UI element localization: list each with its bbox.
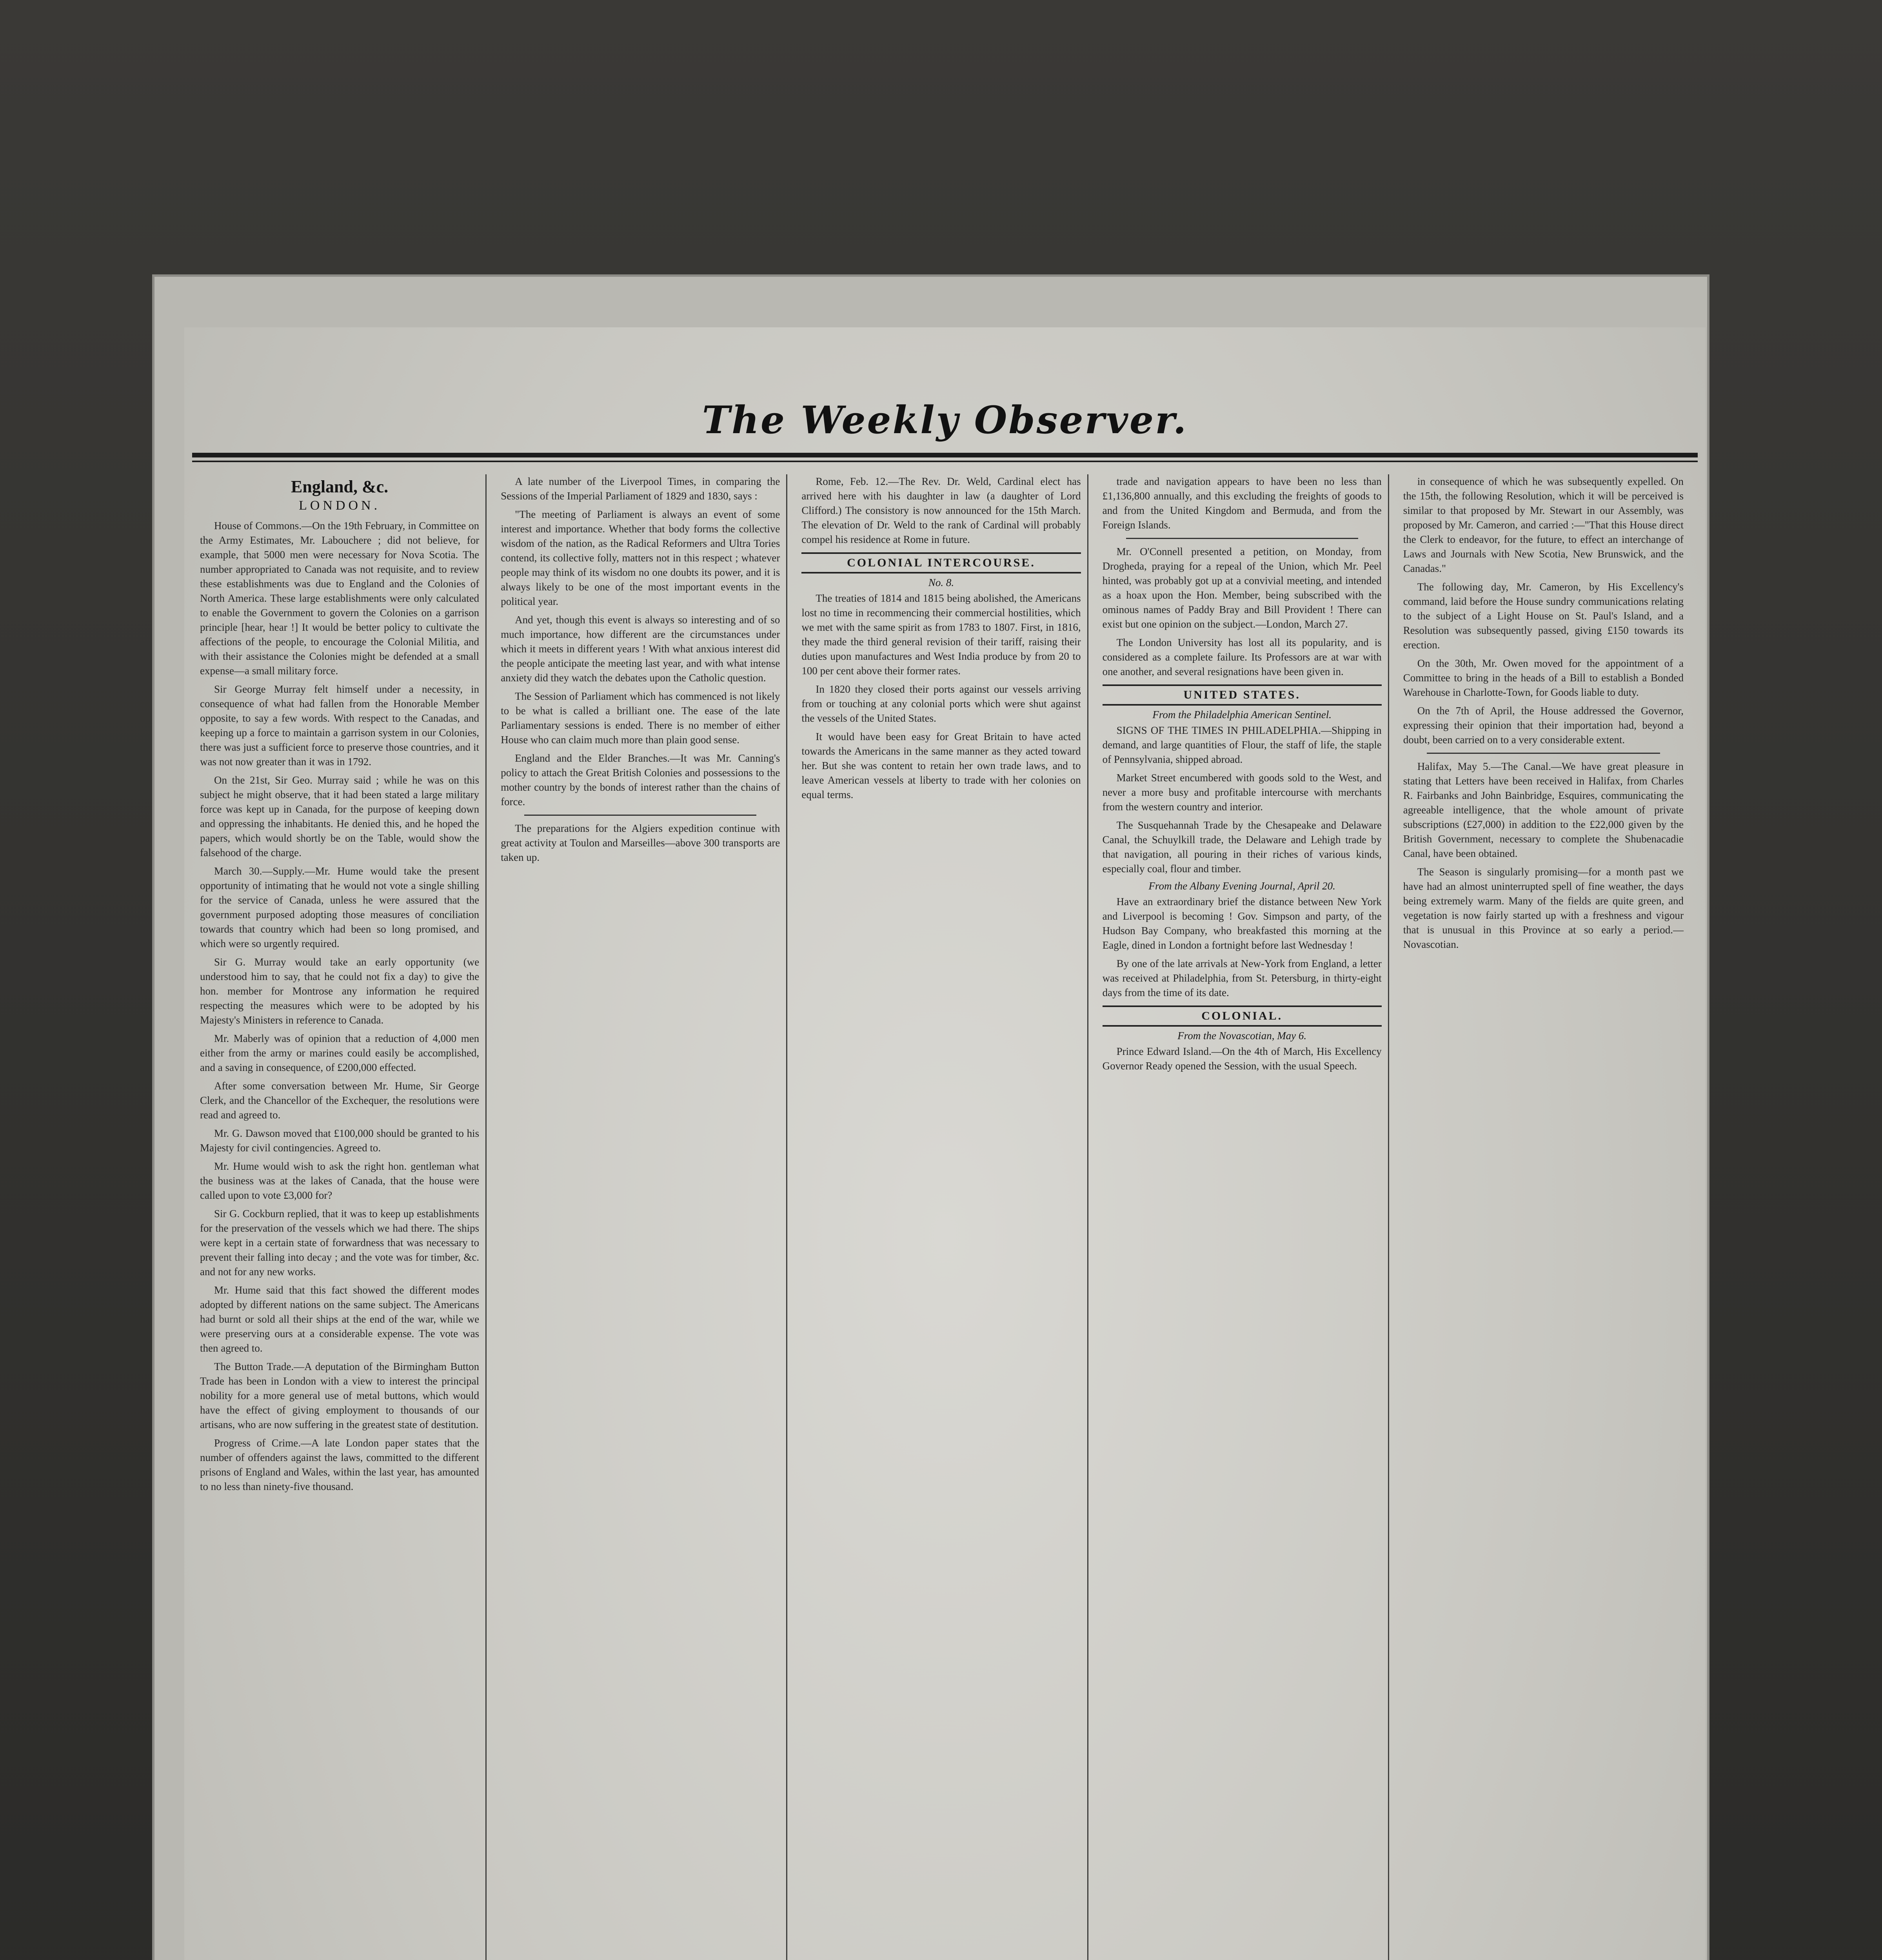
section-subheading-london: LONDON.: [299, 498, 381, 513]
article-paragraph: And yet, though this event is always so interesting and of so much importance, how different are the circumstances under which it meets in different years ! With what anxious interest did the people anticipate the meeting last year, and with what intense anxiety did they watch the debates upon the Catholic question.: [501, 614, 780, 684]
article-paragraph: Have an extraordinary brief the distance between New York and Liverpool is becoming ! Gov. Simpson and party, of the Hudson Bay Company, who breakfasted this morning at the Eagle, dined in London a fortnight before last Wednesday !: [1102, 896, 1382, 951]
article-paragraph: The Season is singularly promising—for a month past we have had an almost uninterrupted spell of fine weather, the days being extremely warm. Many of the fields are quite green, and vegetation is now fairly started up with a freshness and vigour that is unusual in this Province at so early a period.—Novascotian.: [1403, 866, 1684, 950]
article-paragraph: Mr. Hume said that this fact showed the different modes adopted by different nations on the same subject. The Americans had burnt or sold all their ships at the end of the war, while we were preserving ours at a considerable expense. The vote was then agreed to.: [200, 1284, 480, 1354]
column-1: [200, 474, 487, 1960]
section-heading-united-states: UNITED STATES.: [1103, 684, 1382, 706]
article-paragraph: Progress of Crime.—A late London paper states that the number of offenders against the laws, committed to the different prisons of England and Wales, within the last year, has amounted to no less than ninety-five thousand.: [200, 1437, 480, 1492]
article-paragraph: The treaties of 1814 and 1815 being abolished, the Americans lost no time in recommencing their commercial hostilities, which we met with the same spirit as from 1783 to 1807. First, in 1816, they made the third general revision of their tariff, raising their duties upon manufactures and West India produce by from 20 to 100 per cent above their former rates.: [801, 592, 1081, 677]
column-5: [1403, 474, 1690, 1960]
column-divider-rule: [1126, 538, 1358, 539]
source-line: From the Philadelphia American Sentinel.: [1152, 709, 1332, 720]
article-paragraph: trade and navigation appears to have been no less than £1,136,800 annually, and this excluding the freights of goods to and from the United Kingdom and Bermuda, and from the Foreign Islands.: [1102, 475, 1382, 531]
article-paragraph: Mr. G. Dawson moved that £100,000 should be granted to his Majesty for civil contingencies. Agreed to.: [200, 1127, 480, 1154]
column-4: [1103, 474, 1389, 1960]
column-divider-rule: [1427, 753, 1660, 754]
article-paragraph: Mr. Maberly was of opinion that a reduction of 4,000 men either from the army or marines could easily be accomplished, and a saving in consequence, of £200,000 effected.: [200, 1033, 480, 1073]
article-paragraph: Market Street encumbered with goods sold to the West, and never a more busy and profitable intercourse with merchants from the western country and interior.: [1102, 772, 1382, 813]
article-paragraph: In 1820 they closed their ports against our vessels arriving from or touching at any colonial ports which were shut against the vessels of the United States.: [801, 683, 1081, 724]
article-paragraph: The London University has lost all its popularity, and is considered as a complete failure. Its Professors are at war with one another, and several resignations have been given in.: [1102, 637, 1382, 677]
article-paragraph: March 30.—Supply.—Mr. Hume would take the present opportunity of intimating that he would not vote a single shilling for the service of Canada, unless he were assured that the government purposed adopting those measures of conciliation towards that country which had been so long promised, and which were so urgently required.: [200, 865, 480, 949]
source-line: From the Novascotian, May 6.: [1177, 1030, 1307, 1042]
article-paragraph: The preparations for the Algiers expedition continue with great activity at Toulon and Marseilles—above 300 transports are taken up.: [501, 822, 780, 863]
article-paragraph: Mr. O'Connell presented a petition, on Monday, from Drogheda, praying for a repeal of the Union, which Mr. Peel hinted, was probably got up at a convivial meeting, and intended as a hoax upon the Hon. Member, being subscribed with the ominous names of Paddy Bray and Bill Provident ! There can exist but one opinion on the subject.—London, March 27.: [1102, 546, 1382, 630]
article-paragraph: Sir George Murray felt himself under a necessity, in consequence of what had fallen from the Honorable Member opposite, to say a few words. With respect to the Canadas, and keeping up a force to maintain a garrison system in our Colonies, there was just a sufficient force to preserve those countries, and it was not now greater than it was in 1792.: [200, 683, 480, 768]
article-paragraph: SIGNS OF THE TIMES IN PHILADELPHIA.—Shipping in demand, and large quantities of Flour, the staff of life, the staple of Pennsylvania, shipped abroad.: [1102, 724, 1382, 765]
article-paragraph: The Button Trade.—A deputation of the Birmingham Button Trade has been in London with a view to interest the principal nobility for a more general use of metal buttons, which would have the effect of giving employment to thousands of our artisans, who are now suffering in the greatest state of destitution.: [200, 1361, 480, 1430]
columns: [200, 474, 1690, 1960]
article-paragraph: in consequence of which he was subsequently expelled. On the 15th, the following Resolution, which it will be perceived is similar to that proposed by Mr. Stewart in our Assembly, was proposed by Mr. Cameron, and carried :—"That this House direct the Clerk to endeavor, for the future, to effect an interchange of Laws and Journals with New Scotia, New Brunswick, and the Canadas.": [1403, 475, 1684, 574]
article-paragraph: England and the Elder Branches.—It was Mr. Canning's policy to attach the Great British Colonies and possessions to the mother country by the bonds of interest rather than the chains of force.: [501, 752, 780, 808]
section-number: No. 8.: [928, 577, 954, 588]
article-paragraph: Rome, Feb. 12.—The Rev. Dr. Weld, Cardinal elect has arrived here with his daughter in law (a daughter of Lord Clifford.) The consistory is now announced for the 15th March. The elevation of Dr. Weld to the rank of Cardinal will probably compel his residence at Rome in future.: [801, 475, 1081, 545]
article-paragraph: On the 21st, Sir Geo. Murray said ; while he was on this subject he might observe, that it had been stated a large military force was kept up in Canada, for the purpose of keeping down and oppressing the inhabitants. He denied this, and he hoped the papers, which would shortly be on the Table, would show the falsehood of the charge.: [200, 774, 480, 858]
article-paragraph: The Session of Parliament which has commenced is not likely to be what is called a brilliant one. The ease of the late Parliamentary sessions is ended. There is no member of either House who can claim much more than plain good sense.: [501, 690, 780, 746]
article-paragraph: After some conversation between Mr. Hume, Sir George Clerk, and the Chancellor of the Exchequer, the resolutions were read and agreed to.: [200, 1080, 480, 1121]
article-paragraph: By one of the late arrivals at New-York from England, a letter was received at Philadelphia, from St. Petersburg, in thirty-eight days from the time of its date.: [1102, 958, 1382, 998]
article-paragraph: Mr. Hume would wish to ask the right hon. gentleman what the business was at the lakes of Canada, that the house were called upon to vote £3,000 for?: [200, 1160, 480, 1201]
article-paragraph: Halifax, May 5.—The Canal.—We have great pleasure in stating that Letters have been received in Halifax, from Charles R. Fairbanks and John Bainbridge, Esquires, communicating the agreeable intelligence, that the whole amount of private subscriptions (£27,000) in addition to the £22,000 given by the British Government, necessary to complete the Shubenacadie Canal, have been obtained.: [1403, 760, 1684, 859]
newspaper-page: [184, 327, 1706, 1960]
section-heading-colonial: COLONIAL.: [1103, 1005, 1382, 1027]
article-paragraph: A late number of the Liverpool Times, in comparing the Sessions of the Imperial Parliament of 1829 and 1830, says :: [501, 475, 780, 502]
article-paragraph: Sir G. Cockburn replied, that it was to keep up establishments for the preservation of the vessels which we had there. The ships were kept in a certain state of forwardness that was necessary to prevent their falling into decay ; and the vote was for timber, &c. and not for any new works.: [200, 1208, 480, 1278]
article-paragraph: It would have been easy for Great Britain to have acted towards the Americans in the same manner as they acted toward her. But she was content to retain her own trade laws, and to leave American vessels at liberty to trade with her colonies on equal terms.: [801, 731, 1081, 800]
article-paragraph: House of Commons.—On the 19th February, in Committee on the Army Estimates, Mr. Labouchere ; did not believe, for example, that 5000 men were necessary for Nova Scotia. The number appropriated to Canada was not requisite, and to review these establishments was due to England and the Colonies of North America. These large establishments were only calculated to enable the Government to govern the Colonies on a garrison principle [hear, hear !] It would be better policy to cultivate the affections of the people, to encourage the Colonial Militia, and with their assistance the Colonies might be defended at a small expense—a small military force.: [200, 520, 480, 677]
article-paragraph: "The meeting of Parliament is always an event of some interest and importance. Whether that body forms the collective wisdom of the nation, as the Radical Reformers and Ultra Tories contend, its collective folly, matters not in this respect ; whatever people may think of its wisdom no one doubts its power, and it is always likely to be one of the most important events in the political year.: [501, 508, 780, 607]
masthead-title: The Weekly Observer.: [702, 398, 1188, 442]
column-divider-rule: [524, 815, 756, 816]
article-paragraph: The following day, Mr. Cameron, by His Excellency's command, laid before the House sundry communications relating to the subject of a Light House on St. Paul's Island, and a Resolution was subsequently passed, giving £150 towards its erection.: [1403, 581, 1684, 651]
article-paragraph: Prince Edward Island.—On the 4th of March, His Excellency Governor Ready opened the Session, with the usual Speech.: [1102, 1045, 1382, 1072]
source-line: From the Albany Evening Journal, April 20.: [1148, 880, 1335, 892]
column-2: [501, 474, 787, 1960]
article-paragraph: On the 7th of April, the House addressed the Governor, expressing their opinion that their importation had, beyond a doubt, been carried on to a very considerable extent.: [1403, 705, 1684, 746]
article-paragraph: The Susquehannah Trade by the Chesapeake and Delaware Canal, the Schuylkill trade, the Delaware and Lehigh trade by that navigation, all pouring in their riches of various kinds, especially coal, flour and timber.: [1102, 819, 1382, 875]
section-heading-colonial-intercourse: COLONIAL INTERCOURSE.: [801, 552, 1081, 573]
section-heading-england: England, &c.: [291, 477, 389, 496]
article-paragraph: On the 30th, Mr. Owen moved for the appointment of a Committee to bring in the heads of a Bill to establish a Bonded Warehouse in Charlotte-Town, for Goods liable to duty.: [1403, 657, 1684, 698]
masthead-rule-thin: [192, 461, 1698, 462]
column-3: [801, 474, 1088, 1960]
article-paragraph: Sir G. Murray would take an early opportunity (we understood him to say, that he could not fix a day) to give the hon. member for Montrose any information he required respecting the measures which were to be adopted by his Majesty's Ministers in reference to Canada.: [200, 956, 480, 1026]
masthead-rule-thick: [192, 453, 1698, 457]
